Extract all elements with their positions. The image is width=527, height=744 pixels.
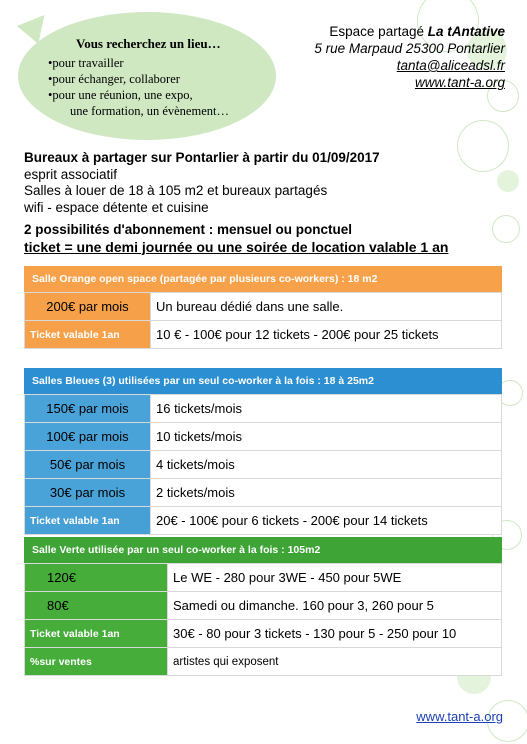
table-row [25, 648, 502, 676]
ticket-value: 10 € - 100€ pour 12 tickets - 200€ pour 25 tickets [151, 321, 502, 349]
bubble-line: •pour une réunion, une expo, [48, 88, 193, 102]
price-value: 10 tickets/mois [151, 423, 502, 451]
green-room-section [24, 537, 502, 676]
ticket-info: ticket = une demi journée ou une soirée de location valable 1 an [24, 238, 449, 255]
price-label: 50€ par mois [25, 451, 151, 479]
address: 5 rue Marpaud 25300 Pontarlier [314, 41, 505, 56]
table-row [25, 293, 502, 321]
price-value: 4 tickets/mois [151, 451, 502, 479]
intro-line: wifi - espace détente et cuisine [24, 199, 209, 215]
green-room-header: Salle Verte utilisée par un seul co-worker à la fois : 105m2 [24, 537, 502, 563]
table-row [25, 479, 502, 507]
ticket-value: 20€ - 100€ pour 6 tickets - 200€ pour 14 tickets [151, 507, 502, 535]
ticket-value: 30€ - 80 pour 3 tickets - 130 pour 5 - 250 pour 10 [168, 620, 502, 648]
intro-line: esprit associatif [24, 166, 118, 182]
green-room-table [24, 563, 502, 676]
blue-rooms-header: Salles Bleues (3) utilisées par un seul co-worker à la fois : 18 à 25m2 [24, 368, 502, 394]
orange-room-section [24, 266, 502, 349]
price-value: Un bureau dédié dans une salle. [151, 293, 502, 321]
price-value: Samedi ou dimanche. 160 pour 3, 260 pour 5 [168, 592, 502, 620]
subscription-info: 2 possibilités d'abonnement : mensuel ou ponctuel [24, 222, 353, 237]
table-row [25, 592, 502, 620]
org-name: La tAntative [427, 24, 505, 39]
price-label: 120€ [25, 564, 168, 592]
price-label: 30€ par mois [25, 479, 151, 507]
ticket-label: Ticket valable 1an [25, 620, 168, 648]
price-label: 150€ par mois [25, 395, 151, 423]
org-name-prefix: Espace partagé [329, 24, 428, 39]
intro-line: Salles à louer de 18 à 105 m2 et bureaux partagés [24, 183, 328, 198]
sales-label: %sur ventes [25, 648, 168, 676]
price-label: 80€ [25, 592, 168, 620]
bubble-title: Vous recherchez un lieu… [76, 36, 221, 51]
table-row [25, 423, 502, 451]
table-row [25, 507, 502, 535]
intro [24, 150, 448, 255]
table-row [25, 395, 502, 423]
table-row [25, 321, 502, 349]
ticket-label: Ticket valable 1an [25, 507, 151, 535]
blue-rooms-section [24, 368, 502, 535]
website-link[interactable]: www.tant-a.org [414, 75, 505, 90]
bubble-line: une formation, un évènement… [70, 104, 229, 118]
ticket-label: Ticket valable 1an [25, 321, 151, 349]
orange-room-table [24, 292, 502, 349]
email-link[interactable]: tanta@aliceadsl.fr [396, 58, 505, 73]
price-label: 100€ par mois [25, 423, 151, 451]
table-row [25, 620, 502, 648]
table-row [25, 451, 502, 479]
org-name-line [314, 23, 505, 40]
contact-header [314, 23, 505, 91]
price-value: 2 tickets/mois [151, 479, 502, 507]
bubble-line: •pour travailler [48, 56, 124, 70]
table-row [25, 564, 502, 592]
price-value: 16 tickets/mois [151, 395, 502, 423]
intro-title: Bureaux à partager sur Pontarlier à partir du 01/09/2017 [24, 150, 380, 165]
speech-bubble-text [48, 36, 229, 119]
blue-rooms-table [24, 394, 502, 535]
price-label: 200€ par mois [25, 293, 151, 321]
bubble-line: •pour échanger, collaborer [48, 72, 180, 86]
sales-value: artistes qui exposent [168, 648, 502, 676]
orange-room-header: Salle Orange open space (partagée par plusieurs co-workers) : 18 m2 [24, 266, 502, 292]
footer-website-link[interactable]: www.tant-a.org [416, 709, 503, 724]
price-value: Le WE - 280 pour 3WE - 450 pour 5WE [168, 564, 502, 592]
